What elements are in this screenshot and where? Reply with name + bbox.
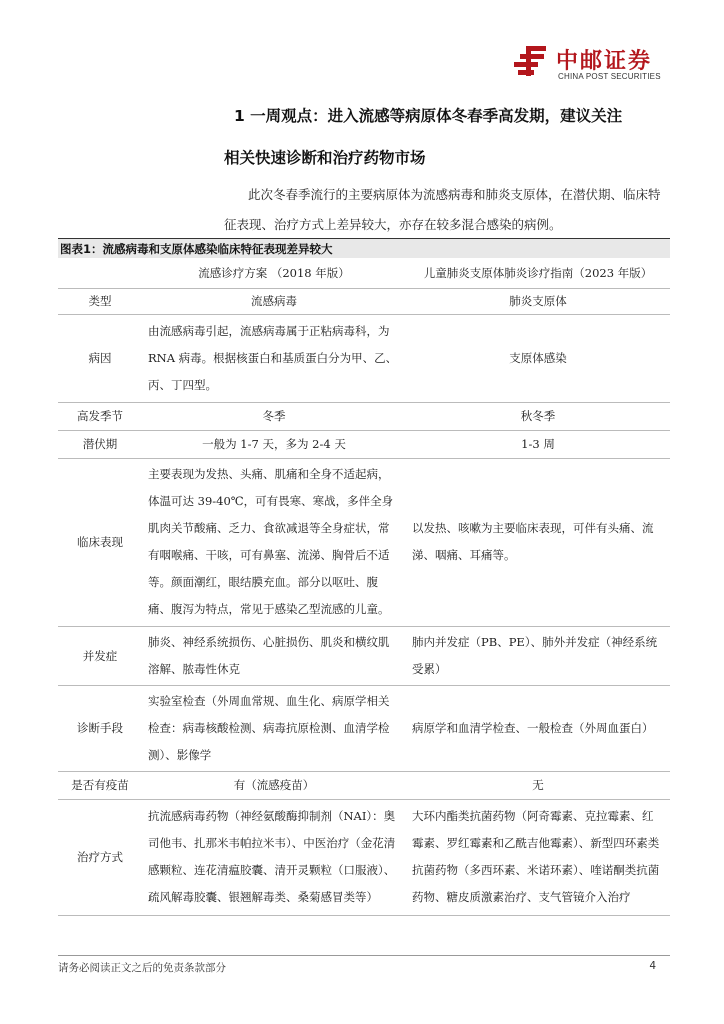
- table-row: [58, 402, 670, 430]
- table-cell: 冬季: [142, 402, 406, 430]
- table-row: [58, 771, 670, 799]
- table-cell: 肺炎、神经系统损伤、心脏损伤、肌炎和横纹肌溶解、脓毒性休克: [142, 626, 406, 685]
- row-label: 病因: [58, 314, 142, 402]
- table-row: [58, 685, 670, 771]
- table-row: [58, 314, 670, 402]
- brand-logo: [512, 44, 682, 84]
- brand-name-cn: 中邮证券: [556, 49, 653, 74]
- comparison-table: [58, 258, 670, 916]
- page-number: 4: [649, 960, 656, 972]
- table-cell: 肺炎支原体: [406, 288, 670, 314]
- brand-name-en: CHINA POST SECURITIES: [558, 72, 661, 81]
- section-title-line2: 相关快速诊断和治疗药物市场: [224, 149, 426, 167]
- table-cell: 大环内酯类抗菌药物（阿奇霉素、克拉霉素、红霉素、罗红霉素和乙酰吉他霉素）、新型四环素类抗菌药物（多西环素、米诺环素）、喹诺酮类抗菌药物、糖皮质激素治疗、支气管镜介入治疗: [406, 799, 670, 915]
- row-label: 并发症: [58, 626, 142, 685]
- row-label: 诊断手段: [58, 685, 142, 771]
- table-header-cell: [58, 258, 142, 288]
- table-row: [58, 626, 670, 685]
- table-header-cell: 儿童肺炎支原体肺炎诊疗指南（2023 年版）: [423, 265, 653, 280]
- table-cell: 一般为 1-7 天，多为 2-4 天: [142, 430, 406, 458]
- row-label: 临床表现: [58, 458, 142, 626]
- table-caption: 图表1：流感病毒和支原体感染临床特征表现差异较大: [58, 238, 670, 258]
- table-cell: 1-3 周: [406, 430, 670, 458]
- table-row: [58, 430, 670, 458]
- table-row: [58, 458, 670, 626]
- row-label: 潜伏期: [58, 430, 142, 458]
- table-cell: 抗流感病毒药物（神经氨酸酶抑制剂（NAI）：奥司他韦、扎那米韦帕拉米韦）、中医治疗（金花清感颗粒、连花清瘟胶囊、清开灵颗粒（口服液）、疏风解毒胶囊、银翘解毒类、桑菊感冒类等）: [142, 799, 406, 915]
- table-cell: 由流感病毒引起，流感病毒属于正粘病毒科，为RNA 病毒。根据核蛋白和基质蛋白分为甲、乙、丙、丁四型。: [142, 314, 406, 402]
- row-label: 类型: [58, 288, 142, 314]
- table-row: [58, 288, 670, 314]
- table-cell: 流感病毒: [142, 288, 406, 314]
- row-label: 高发季节: [58, 402, 142, 430]
- china-post-logo-icon: [512, 44, 552, 78]
- section-title-line1: 1 一周观点：进入流感等病原体冬春季高发期，建议关注: [234, 107, 623, 125]
- table-cell: 秋冬季: [406, 402, 670, 430]
- table-cell: 支原体感染: [406, 314, 670, 402]
- table-cell: 主要表现为发热、头痛、肌痛和全身不适起病，体温可达 39-40℃，可有畏寒、寒战，多伴全身肌肉关节酸痛、乏力、食欲减退等全身症状，常有咽喉痛、干咳，可有鼻塞、流涕、胸骨后不适等。颜面潮红，眼结膜充血。部分以呕吐、腹痛、腹泻为特点，常见于感染乙型流感的儿童。: [142, 458, 406, 626]
- row-label: 治疗方式: [58, 799, 142, 915]
- table-row: [58, 799, 670, 915]
- table-cell: 无: [406, 771, 670, 799]
- table-header-row: [58, 258, 670, 288]
- page-footer: [58, 955, 670, 975]
- row-label: 是否有疫苗: [58, 771, 142, 799]
- table-cell: 有（流感疫苗）: [142, 771, 406, 799]
- disclaimer-text: 请务必阅读正文之后的免责条款部分: [58, 962, 226, 974]
- intro-paragraph: 此次冬春季流行的主要病原体为流感病毒和肺炎支原体，在潜伏期、临床特征表现、治疗方式上差异较大，亦存在较多混合感染的病例。: [224, 187, 661, 232]
- table-cell: 病原学和血清学检查、一般检查（外周血蛋白）: [406, 685, 670, 771]
- table-cell: 肺内并发症（PB、PE）、肺外并发症（神经系统受累）: [406, 626, 670, 685]
- table-cell: 实验室检查（外周血常规、血生化、病原学相关检查：病毒核酸检测、病毒抗原检测、血清学检测）、影像学: [142, 685, 406, 771]
- table-header-cell: 流感诊疗方案 （2018 年版）: [198, 265, 350, 280]
- table-cell: 以发热、咳嗽为主要临床表现，可伴有头痛、流涕、咽痛、耳痛等。: [406, 458, 670, 626]
